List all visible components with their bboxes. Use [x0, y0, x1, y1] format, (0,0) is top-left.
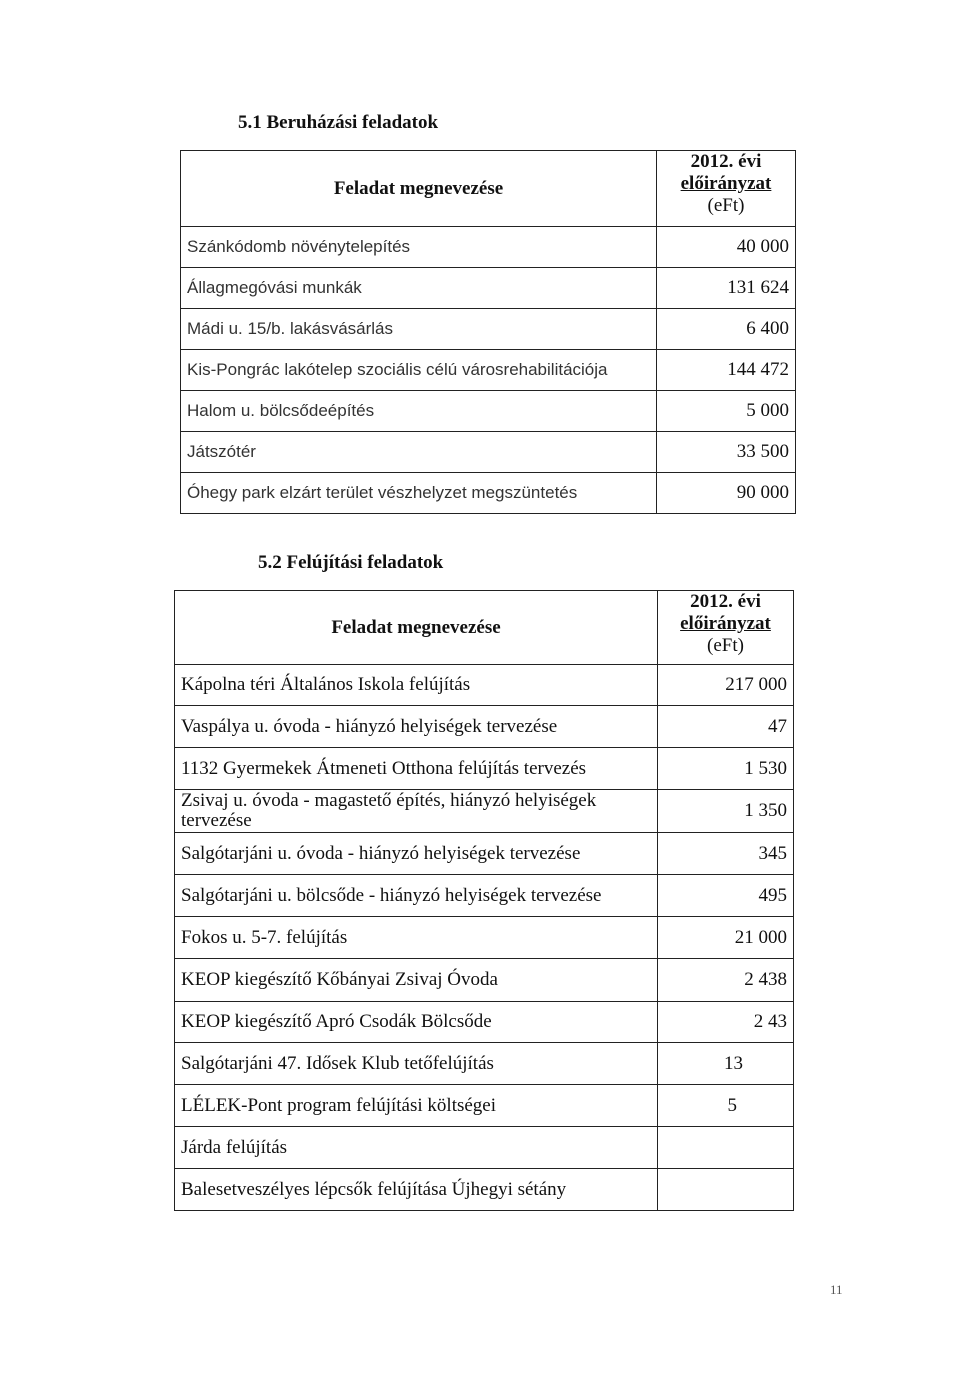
- row-name: Balesetveszélyes lépcsők felújítása Újhegyi sétány: [175, 1169, 658, 1211]
- row-value: [658, 1127, 794, 1169]
- table-row: [175, 706, 794, 748]
- header-task-name: Feladat megnevezése: [175, 591, 658, 665]
- table-row: [181, 309, 796, 350]
- row-value: [658, 1169, 794, 1211]
- row-value: 6 400: [657, 309, 796, 350]
- row-value: 2 438: [658, 959, 794, 1002]
- header-label: előirányzat: [680, 173, 772, 194]
- row-name: Fokos u. 5-7. felújítás: [175, 917, 658, 959]
- row-value: 47: [658, 706, 794, 748]
- table-row: [175, 875, 794, 917]
- table-row: [175, 1169, 794, 1211]
- table-row: [175, 833, 794, 875]
- table-row: [181, 432, 796, 473]
- table-row: [175, 748, 794, 790]
- section-2-title: 5.2 Felújítási feladatok: [258, 552, 444, 573]
- header-task-name: Feladat megnevezése: [181, 151, 657, 227]
- header-budget: [657, 151, 796, 227]
- row-name: Zsivaj u. óvoda - magastető építés, hiányzó helyiségek tervezése: [175, 790, 658, 833]
- table-header-row: [175, 591, 794, 665]
- row-name: Mádi u. 15/b. lakásvásárlás: [181, 309, 657, 350]
- table-row: [175, 1002, 794, 1043]
- page-number: 11: [830, 1282, 843, 1297]
- table-row: [175, 1127, 794, 1169]
- table-row: [181, 473, 796, 514]
- row-value: 144 472: [657, 350, 796, 391]
- row-value: 217 000: [658, 665, 794, 706]
- row-name: Salgótarjáni u. óvoda - hiányzó helyiségek tervezése: [175, 833, 658, 875]
- row-name: Kápolna téri Általános Iskola felújítás: [175, 665, 658, 706]
- header-year: 2012. évi: [690, 591, 761, 612]
- row-name: Óhegy park elzárt terület vészhelyzet megszüntetés: [181, 473, 657, 514]
- table-row: [181, 268, 796, 309]
- header-unit: (eFt): [707, 195, 745, 216]
- row-value: 345: [658, 833, 794, 875]
- table-row: [181, 350, 796, 391]
- row-name: Állagmegóvási munkák: [181, 268, 657, 309]
- table-row: [181, 391, 796, 432]
- row-value: 5 000: [657, 391, 796, 432]
- header-label: előirányzat: [680, 613, 771, 634]
- row-name: Kis-Pongrác lakótelep szociális célú városrehabilitációja: [181, 350, 657, 391]
- row-value: 5: [658, 1085, 794, 1127]
- row-name: Salgótarjáni u. bölcsőde - hiányzó helyiségek tervezése: [175, 875, 658, 917]
- row-value: 1 350: [658, 790, 794, 833]
- row-name: KEOP kiegészítő Apró Csodák Bölcsőde: [175, 1002, 658, 1043]
- row-value: 13: [658, 1043, 794, 1085]
- header-year: 2012. évi: [690, 151, 762, 172]
- table-header-row: [181, 151, 796, 227]
- row-value: 495: [658, 875, 794, 917]
- row-value: 1 530: [658, 748, 794, 790]
- row-name: LÉLEK-Pont program felújítási költségei: [175, 1085, 658, 1127]
- row-name: Játszótér: [181, 432, 657, 473]
- row-value: 90 000: [657, 473, 796, 514]
- table-row: [181, 227, 796, 268]
- row-name: Vaspálya u. óvoda - hiányzó helyiségek tervezése: [175, 706, 658, 748]
- table-row: [175, 665, 794, 706]
- section-1-title: 5.1 Beruházási feladatok: [238, 112, 439, 133]
- table-row: [175, 790, 794, 833]
- row-name: Szánkódomb növénytelepítés: [181, 227, 657, 268]
- renovation-table: [174, 590, 794, 1211]
- table-row: [175, 1043, 794, 1085]
- row-name: Járda felújítás: [175, 1127, 658, 1169]
- investment-table: [180, 150, 796, 514]
- row-name: Halom u. bölcsődeépítés: [181, 391, 657, 432]
- table-row: [175, 1085, 794, 1127]
- row-value: 33 500: [657, 432, 796, 473]
- row-name: 1132 Gyermekek Átmeneti Otthona felújítás tervezés: [175, 748, 658, 790]
- row-value: 40 000: [657, 227, 796, 268]
- header-budget: [658, 591, 794, 665]
- row-name: Salgótarjáni 47. Idősek Klub tetőfelújítás: [175, 1043, 658, 1085]
- table-row: [175, 959, 794, 1002]
- row-value: 131 624: [657, 268, 796, 309]
- row-name: KEOP kiegészítő Kőbányai Zsivaj Óvoda: [175, 959, 658, 1002]
- header-unit: (eFt): [707, 635, 744, 656]
- row-value: 2 43: [658, 1002, 794, 1043]
- row-value: 21 000: [658, 917, 794, 959]
- table-row: [175, 917, 794, 959]
